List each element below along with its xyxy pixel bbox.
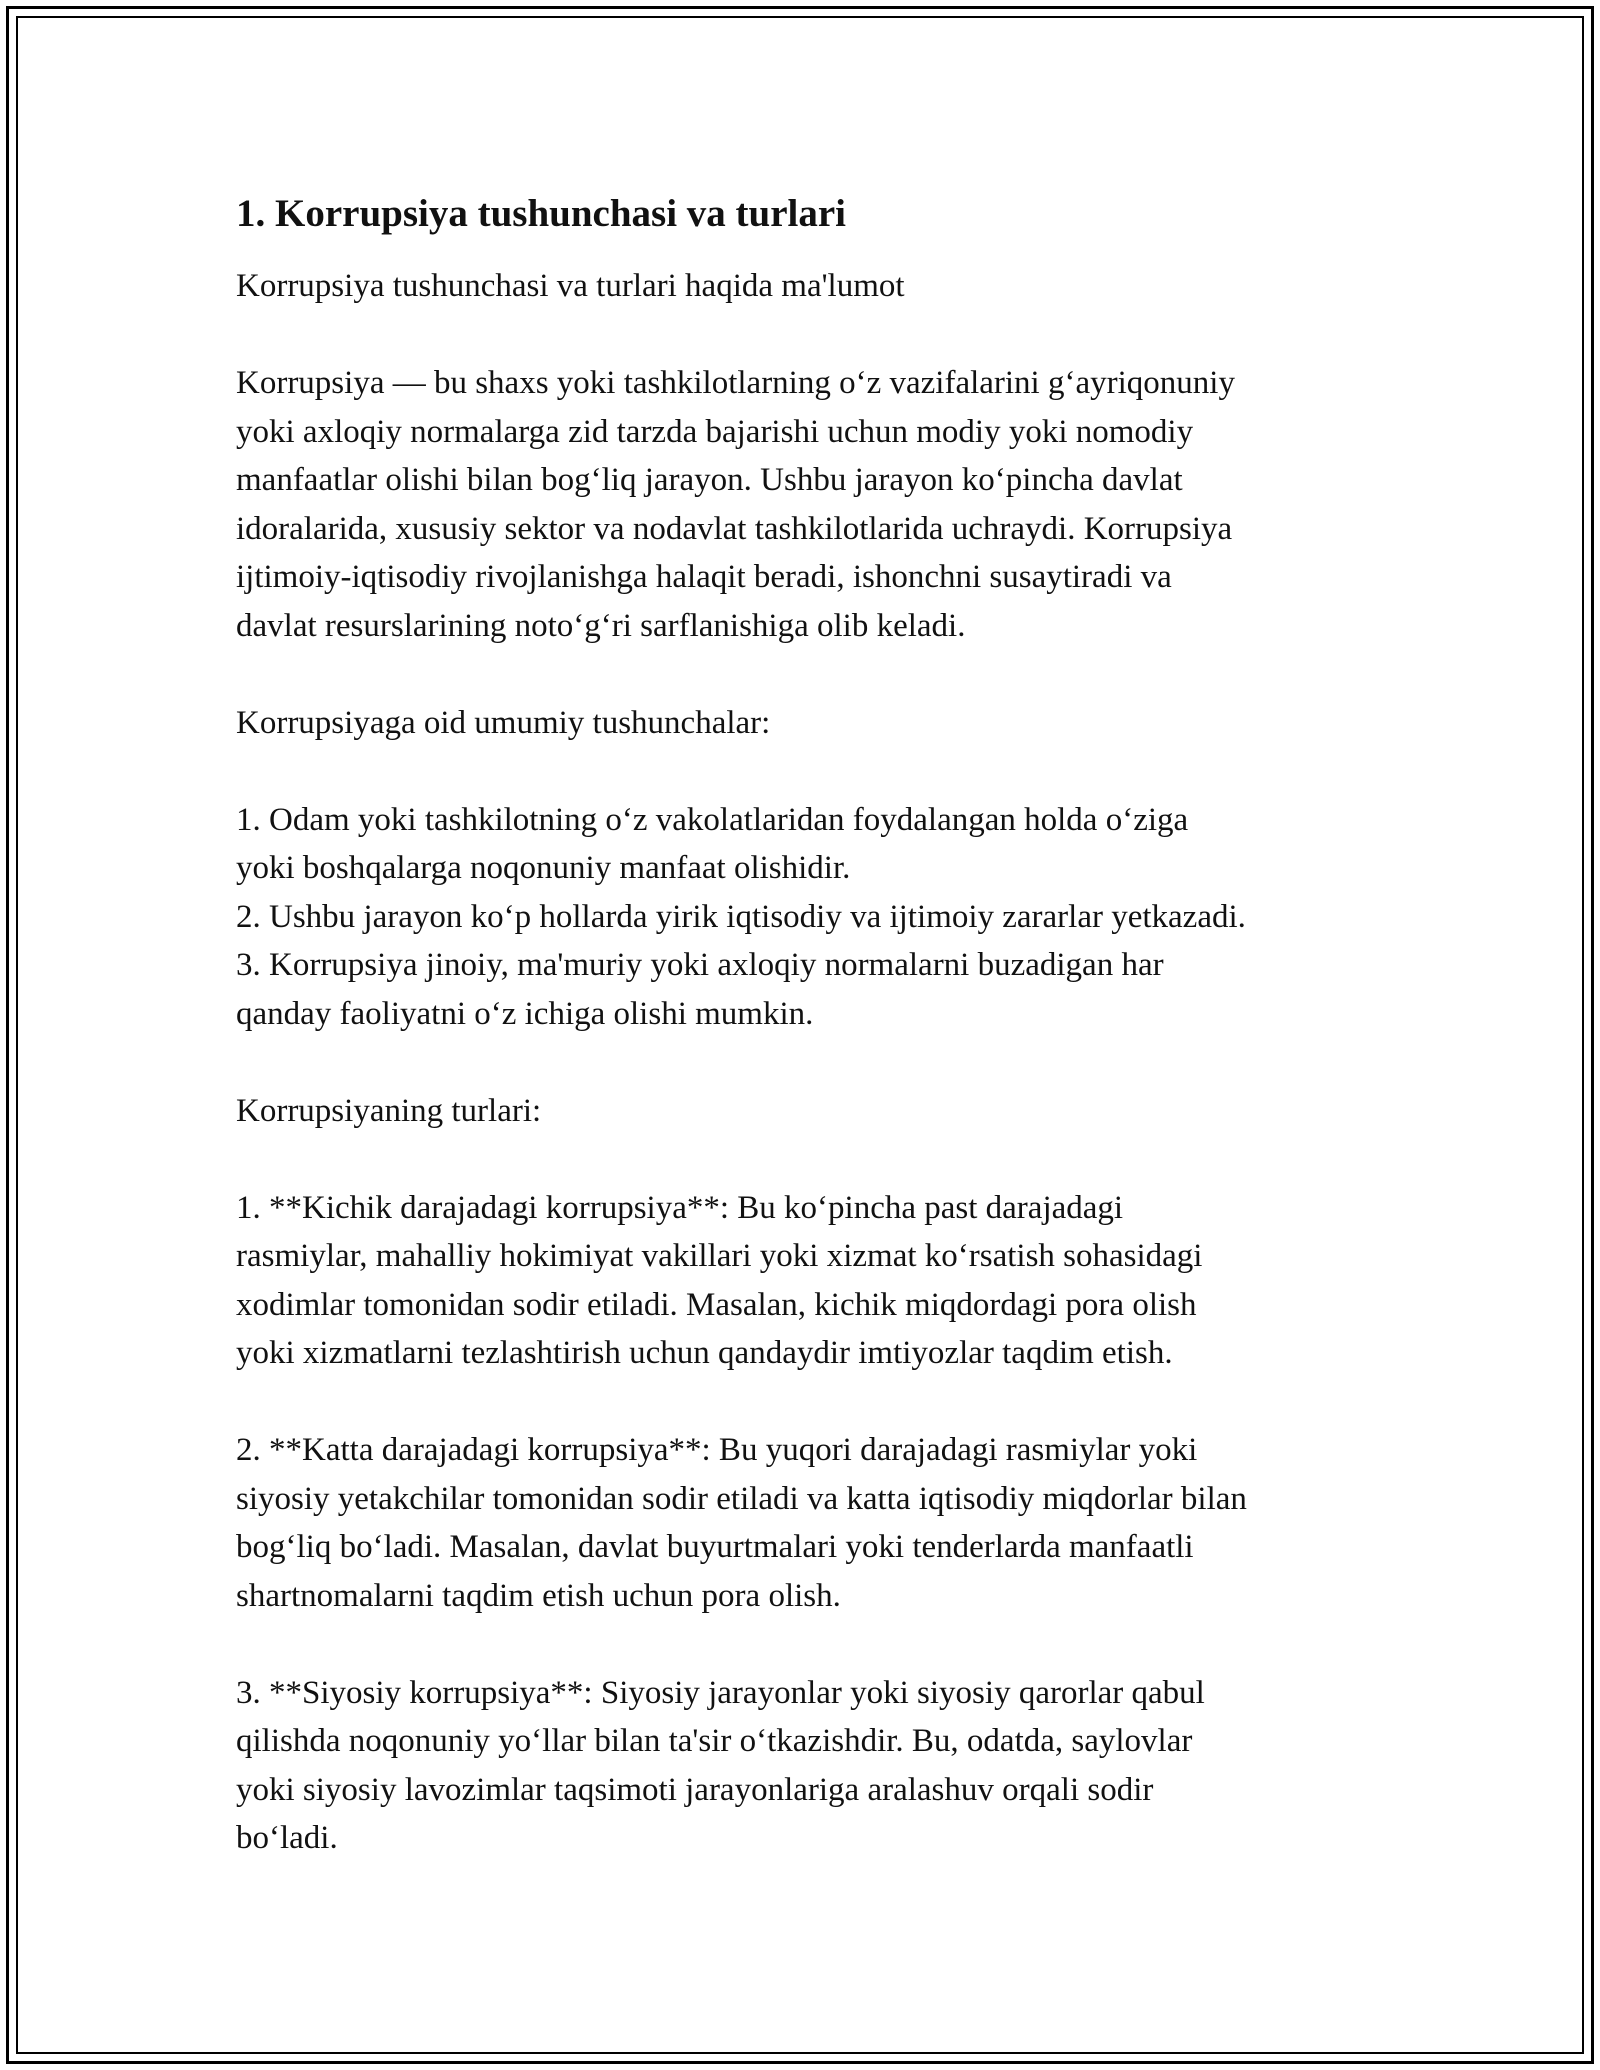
concepts-heading: Korrupsiyaga oid umumiy tushunchalar: [236, 704, 771, 741]
text-line: shartnomalarni taqdim etish uchun pora olish. [236, 1577, 841, 1614]
text-line: boʻladi. [236, 1820, 338, 1856]
text-line: davlat resurslarining notoʻgʻri sarflanishiga olib keladi. [236, 607, 966, 644]
text-line: yoki siyosiy lavozimlar taqsimoti jarayonlariga aralashuv orqali sodir [236, 1771, 1154, 1808]
text-line: 3. **Siyosiy korrupsiya**: Siyosiy jarayonlar yoki siyosiy qarorlar qabul [236, 1674, 1205, 1711]
text-line: rasmiylar, mahalliy hokimiyat vakillari yoki xizmat koʻrsatish sohasidagi [236, 1238, 1203, 1274]
text-line: qilishda noqonuniy yoʻllar bilan ta'sir oʻtkazishdir. Bu, odatda, saylovlar [236, 1723, 1193, 1759]
type-1-paragraph [236, 1184, 1376, 1378]
paragraph-gap [236, 1038, 1376, 1087]
type-2-paragraph [236, 1426, 1376, 1620]
text-line: xodimlar tomonidan sodir etiladi. Masalan, kichik miqdordagi pora olish [236, 1286, 1197, 1323]
text-line: siyosiy yetakchilar tomonidan sodir etiladi va katta iqtisodiy miqdorlar bilan [236, 1480, 1247, 1517]
paragraph-gap [236, 311, 1376, 360]
document-subtitle: Korrupsiya tushunchasi va turlari haqida ma'lumot [236, 268, 905, 304]
text-line: 1. **Kichik darajadagi korrupsiya**: Bu koʻpincha past darajadagi [236, 1189, 1124, 1226]
text-line: 1. Odam yoki tashkilotning oʻz vakolatlaridan foydalangan holda oʻziga [236, 801, 1189, 838]
paragraph-gap [236, 747, 1376, 796]
types-heading: Korrupsiyaning turlari: [236, 1092, 542, 1129]
text-line: yoki boshqalarga noqonuniy manfaat olishidir. [236, 850, 851, 886]
text-line: yoki axloqiy normalarga zid tarzda bajarishi uchun modiy yoki nomodiy [236, 413, 1194, 450]
text-line: qanday faoliyatni oʻz ichiga olishi mumkin. [236, 995, 814, 1032]
definition-paragraph [236, 359, 1376, 650]
concepts-list [236, 796, 1376, 1039]
paragraph-gap [236, 1135, 1376, 1184]
document-body [236, 188, 1376, 1863]
text-line: 3. Korrupsiya jinoiy, ma'muriy yoki axloqiy normalarni buzadigan har [236, 947, 1164, 983]
text-line: ijtimoiy-iqtisodiy rivojlanishga halaqit beradi, ishonchni susaytiradi va [236, 559, 1172, 595]
text-line: 2. Ushbu jarayon koʻp hollarda yirik iqtisodiy va ijtimoiy zararlar yetkazadi. [236, 898, 1246, 935]
text-line: Korrupsiya — bu shaxs yoki tashkilotlarning oʻz vazifalarini gʻayriqonuniy [236, 365, 1235, 401]
document-title: 1. Korrupsiya tushunchasi va turlari [236, 192, 847, 235]
text-line: bogʻliq boʻladi. Masalan, davlat buyurtmalari yoki tenderlarda manfaatli [236, 1529, 1194, 1565]
type-3-paragraph [236, 1669, 1376, 1863]
text-line: manfaatlar olishi bilan bogʻliq jarayon. Ushbu jarayon koʻpincha davlat [236, 462, 1183, 498]
text-line: 2. **Katta darajadagi korrupsiya**: Bu yuqori darajadagi rasmiylar yoki [236, 1432, 1198, 1468]
paragraph-gap [236, 1378, 1376, 1427]
paragraph-gap [236, 650, 1376, 699]
paragraph-gap [236, 1620, 1376, 1669]
text-line: idoralarida, xususiy sektor va nodavlat tashkilotlarida uchraydi. Korrupsiya [236, 510, 1233, 547]
text-line: yoki xizmatlarni tezlashtirish uchun qandaydir imtiyozlar taqdim etish. [236, 1335, 1173, 1371]
